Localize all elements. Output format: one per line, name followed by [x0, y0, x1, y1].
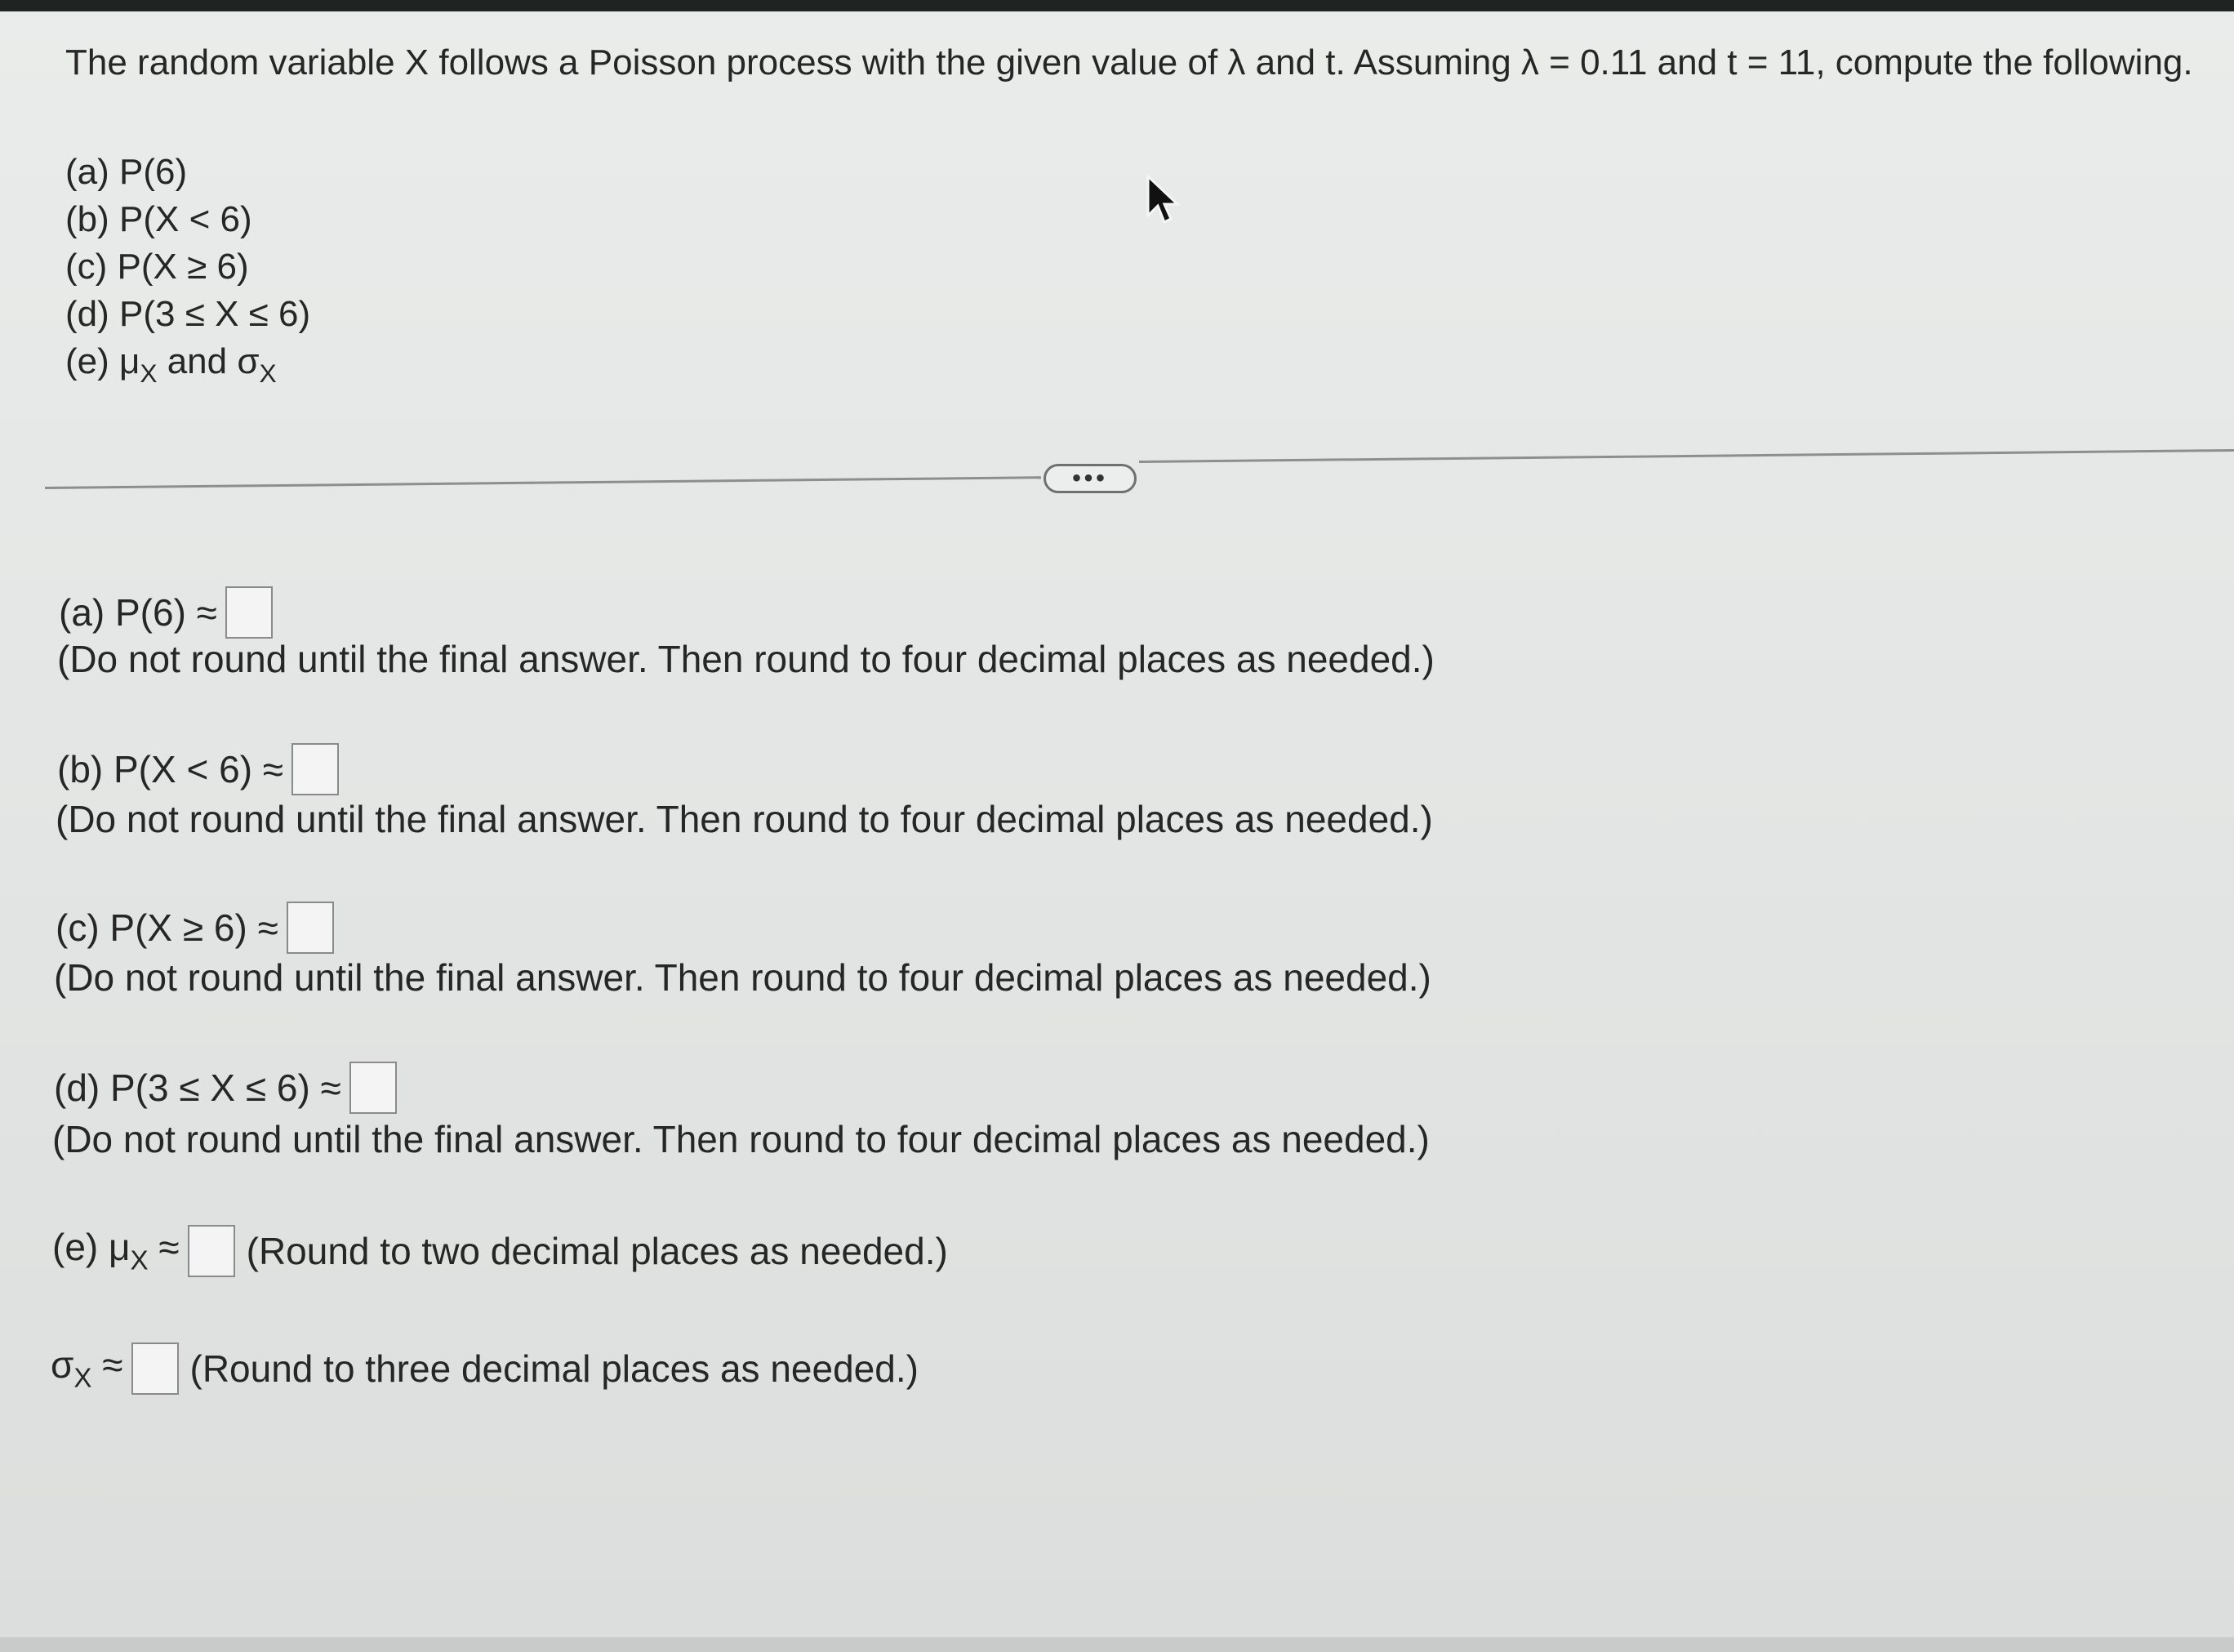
answer-row-e-sigma: [51, 1343, 919, 1395]
rounding-hint-a: (Do not round until the final answer. Then round to four decimal places as needed.): [57, 638, 1435, 680]
answer-input-c[interactable]: [287, 902, 334, 954]
expand-more-button[interactable]: •••: [1044, 464, 1137, 493]
answer-row-e-mu: [52, 1225, 948, 1277]
answer-label-e-sigma: $\sigma_X$ ≈: [51, 1343, 123, 1394]
mouse-pointer-icon: [1145, 173, 1184, 225]
section-divider: [45, 476, 1041, 489]
rounding-hint-d: (Do not round until the final answer. Then round to four decimal places as needed.): [52, 1118, 1430, 1160]
answer-label-e-mu: (e) $\mu_X$ ≈: [52, 1226, 180, 1276]
answer-label-c: (c) P(X ≥ 6) ≈: [56, 906, 278, 949]
section-divider: [1139, 449, 2234, 463]
rounding-hint-c: (Do not round until the final answer. Then round to four decimal places as needed.): [54, 956, 1431, 999]
answer-row-d: [54, 1062, 397, 1114]
answer-input-a[interactable]: [225, 586, 273, 639]
screen-bezel-bottom: [0, 1637, 2234, 1652]
answer-input-e-mu[interactable]: [188, 1225, 235, 1277]
question-intro: The random variable X follows a Poisson process with the given value of λ and t. Assuming λ = 0.11 and t = 11, compute the following.: [65, 42, 2193, 82]
answer-row-a: [59, 586, 273, 639]
answer-input-b[interactable]: [291, 743, 339, 795]
rounding-hint-e-sigma: (Round to three decimal places as needed.): [189, 1347, 919, 1390]
question-parts: [65, 149, 310, 397]
answer-input-e-sigma[interactable]: [131, 1343, 179, 1395]
rounding-hint-e-mu: (Round to two decimal places as needed.): [246, 1230, 948, 1272]
question-part-e: (e) $\mu_X$ and $\sigma_X$: [65, 341, 277, 389]
rounding-hint-b: (Do not round until the final answer. Then round to four decimal places as needed.): [56, 798, 1433, 840]
answer-row-b: [57, 743, 339, 795]
question-part-b: (b) P(X < 6): [65, 199, 252, 239]
answer-row-c: [56, 902, 334, 954]
question-part-a: (a) P(6): [65, 152, 188, 192]
answer-input-d[interactable]: [349, 1062, 397, 1114]
answer-label-b: (b) P(X < 6) ≈: [57, 748, 284, 790]
question-part-c: (c) P(X ≥ 6): [65, 247, 249, 287]
question-part-d: (d) P(3 ≤ X ≤ 6): [65, 294, 311, 334]
answer-label-d: (d) P(3 ≤ X ≤ 6) ≈: [54, 1066, 341, 1109]
answer-label-a: (a) P(6) ≈: [59, 591, 217, 634]
